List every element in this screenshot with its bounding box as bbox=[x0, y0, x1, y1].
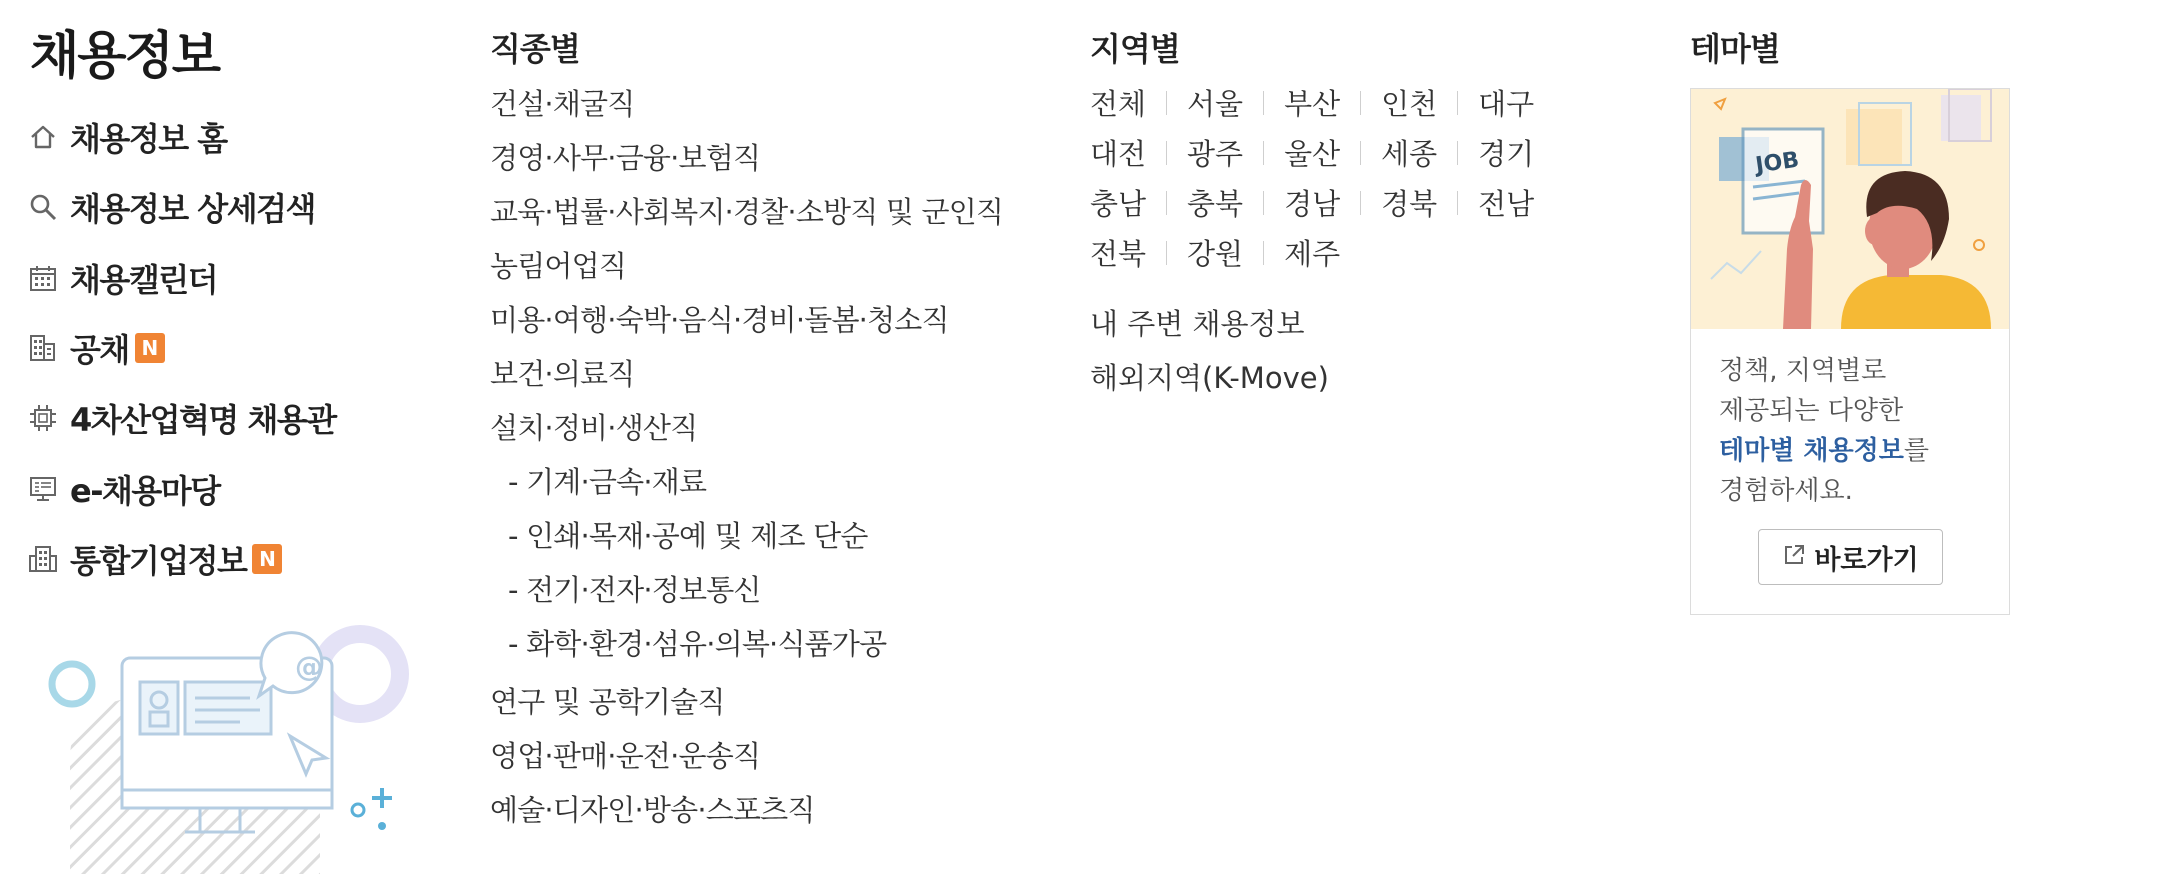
separator bbox=[1166, 241, 1167, 265]
sidebar-item-open-recruit[interactable] bbox=[28, 325, 165, 371]
job-type-link[interactable]: 영업·판매·운전·운송직 bbox=[490, 739, 761, 773]
region-row bbox=[1090, 132, 1534, 173]
calendar-icon bbox=[28, 263, 58, 293]
region-link[interactable]: 충남 bbox=[1090, 187, 1147, 221]
job-subtype-link[interactable]: - 전기·전자·정보통신 bbox=[508, 573, 761, 607]
sidebar-item-label: 통합기업정보 bbox=[70, 542, 247, 580]
job-sign-text: JOB bbox=[1754, 147, 1801, 179]
region-link[interactable]: 광주 bbox=[1187, 137, 1244, 171]
job-types-heading: 직종별 bbox=[490, 30, 580, 68]
region-link[interactable]: 부산 bbox=[1284, 87, 1341, 121]
theme-text-line: 정책, 지역별로 bbox=[1719, 356, 1887, 386]
svg-text:@: @ bbox=[295, 650, 323, 683]
office-building-icon bbox=[28, 544, 58, 574]
region-link[interactable]: 경남 bbox=[1284, 187, 1341, 221]
job-type-link[interactable]: 연구 및 공학기술직 bbox=[490, 685, 725, 719]
separator bbox=[1457, 141, 1458, 165]
sidebar-item-recruit-home[interactable] bbox=[28, 114, 227, 160]
overseas-kmove-link[interactable]: 해외지역(K-Move) bbox=[1090, 361, 1329, 395]
region-link[interactable]: 인천 bbox=[1381, 87, 1438, 121]
separator bbox=[1457, 191, 1458, 215]
region-link[interactable]: 전북 bbox=[1090, 237, 1147, 271]
separator bbox=[1263, 91, 1264, 115]
region-link[interactable]: 경기 bbox=[1478, 137, 1535, 171]
separator bbox=[1360, 141, 1361, 165]
job-subtype-link[interactable]: - 기계·금속·재료 bbox=[508, 465, 707, 499]
theme-text-line bbox=[1719, 431, 1989, 471]
sidebar-item-label: 공채 bbox=[70, 331, 129, 369]
region-link[interactable]: 경북 bbox=[1381, 187, 1438, 221]
page-title: 채용정보 bbox=[30, 27, 220, 86]
computer-illustration bbox=[40, 618, 420, 874]
separator bbox=[1457, 91, 1458, 115]
sidebar-item-label: 채용캘린더 bbox=[70, 261, 218, 299]
theme-highlight-text: 테마별 채용정보 bbox=[1719, 436, 1904, 466]
region-link[interactable]: 울산 bbox=[1284, 137, 1341, 171]
separator bbox=[1166, 191, 1167, 215]
sidebar-item-detail-search[interactable] bbox=[28, 184, 315, 230]
theme-text-line: 제공되는 다양한 bbox=[1719, 396, 1904, 426]
separator bbox=[1166, 141, 1167, 165]
separator bbox=[1360, 91, 1361, 115]
separator bbox=[1263, 241, 1264, 265]
theme-heading: 테마별 bbox=[1690, 30, 1780, 68]
region-link[interactable]: 전체 bbox=[1090, 87, 1147, 121]
theme-text-line: 경험하세요. bbox=[1719, 476, 1853, 506]
region-link[interactable]: 대전 bbox=[1090, 137, 1147, 171]
go-button-label: 바로가기 bbox=[1814, 544, 1919, 576]
job-type-link[interactable]: 예술·디자인·방송·스포츠직 bbox=[490, 793, 815, 827]
region-row bbox=[1090, 82, 1534, 123]
separator bbox=[1263, 191, 1264, 215]
separator bbox=[1360, 191, 1361, 215]
monitor-icon bbox=[28, 474, 58, 504]
job-type-link[interactable]: 설치·정비·생산직 bbox=[490, 411, 698, 445]
job-type-link[interactable]: 보건·의료직 bbox=[490, 357, 635, 391]
sidebar-item-4th-industry[interactable] bbox=[28, 395, 336, 441]
external-link-icon bbox=[1782, 543, 1806, 571]
sidebar-item-label: e-채용마당 bbox=[70, 472, 220, 510]
home-icon bbox=[28, 122, 58, 152]
separator bbox=[1263, 141, 1264, 165]
job-type-link[interactable]: 경영·사무·금융·보험직 bbox=[490, 141, 761, 175]
region-link[interactable]: 충북 bbox=[1187, 187, 1244, 221]
job-type-link[interactable]: 미용·여행·숙박·음식·경비·돌봄·청소직 bbox=[490, 303, 949, 337]
go-theme-button[interactable] bbox=[1758, 529, 1943, 585]
theme-card bbox=[1690, 88, 2010, 615]
region-link[interactable]: 제주 bbox=[1284, 237, 1341, 271]
search-icon bbox=[28, 192, 58, 222]
sidebar-item-label: 채용정보 홈 bbox=[70, 120, 227, 158]
theme-description bbox=[1719, 351, 1989, 511]
region-link[interactable]: 세종 bbox=[1381, 137, 1438, 171]
theme-illustration bbox=[1691, 89, 2009, 329]
region-link[interactable]: 강원 bbox=[1187, 237, 1244, 271]
new-badge: N bbox=[135, 333, 165, 363]
new-badge: N bbox=[252, 544, 282, 574]
sidebar-item-e-recruit[interactable] bbox=[28, 466, 220, 512]
region-row bbox=[1090, 232, 1340, 273]
chip-icon bbox=[28, 403, 58, 433]
nearby-jobs-link[interactable]: 내 주변 채용정보 bbox=[1090, 307, 1305, 341]
job-subtype-link[interactable]: - 인쇄·목재·공예 및 제조 단순 bbox=[508, 519, 868, 553]
region-row bbox=[1090, 182, 1534, 223]
job-subtype-link[interactable]: - 화학·환경·섬유·의복·식품가공 bbox=[508, 627, 887, 661]
sidebar-item-company-info[interactable] bbox=[28, 536, 282, 582]
building-icon bbox=[28, 333, 58, 363]
job-type-link[interactable]: 농림어업직 bbox=[490, 249, 627, 283]
sidebar-item-label: 채용정보 상세검색 bbox=[70, 190, 315, 228]
separator bbox=[1166, 91, 1167, 115]
sidebar-item-label: 4차산업혁명 채용관 bbox=[70, 401, 336, 439]
region-link[interactable]: 전남 bbox=[1478, 187, 1535, 221]
sidebar-item-calendar[interactable] bbox=[28, 255, 217, 301]
job-type-link[interactable]: 교육·법률·사회복지·경찰·소방직 및 군인직 bbox=[490, 195, 1004, 229]
region-link[interactable]: 대구 bbox=[1478, 87, 1535, 121]
theme-text-suffix: 를 bbox=[1903, 436, 1929, 466]
job-type-link[interactable]: 건설·채굴직 bbox=[490, 87, 635, 121]
regions-heading: 지역별 bbox=[1090, 30, 1180, 68]
region-link[interactable]: 서울 bbox=[1187, 87, 1244, 121]
